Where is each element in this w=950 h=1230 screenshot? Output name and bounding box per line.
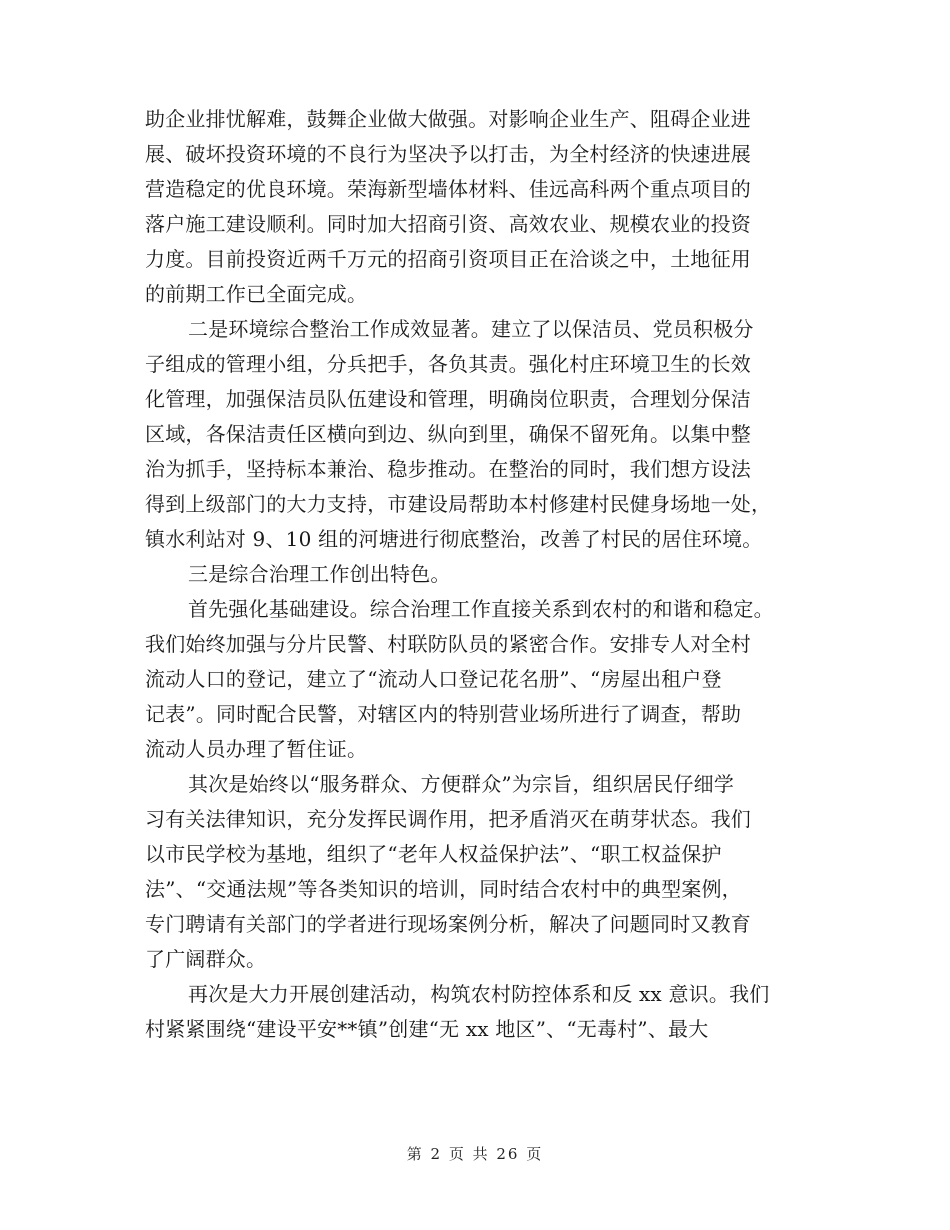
text-line: 流动人口的登记，建立了“流动人口登记花名册”、“房屋出租户登 [145,667,722,691]
text-line: 二是环境综合整治工作成效显著。建立了以保洁员、党员积极分 [188,317,754,341]
page-footer: 第 2 页 共 26 页 [406,1145,544,1163]
text-line: 区域，各保洁责任区横向到边、纵向到里，确保不留死角。以集中整 [145,422,751,446]
paragraph [145,312,811,557]
text-line: 再次是大力开展创建活动，构筑农村防控体系和反 xx 意识。我们 [188,982,770,1006]
text-line: 化管理，加强保洁员队伍建设和管理，明确岗位职责，合理划分保洁 [145,387,751,411]
text-line: 记表”。同时配合民警，对辖区内的特别营业场所进行了调查，帮助 [145,702,742,726]
text-line: 的前期工作已全面完成。 [145,282,368,306]
text-line: 镇水利站对 9、10 组的河塘进行彻底整治，改善了村民的居住环境。 [145,527,763,551]
text-line: 子组成的管理小组，分兵把手，各负其责。强化村庄环境卫生的长效 [145,352,751,376]
text-line: 营造稳定的优良环境。荣海新型墙体材料、佳远高科两个重点项目的 [145,177,751,201]
text-line: 首先强化基础建设。综合治理工作直接关系到农村的和谐和稳定。 [188,597,774,621]
text-line: 了广阔群众。 [145,947,267,971]
text-line: 法”、“交通法规”等各类知识的培训，同时结合农村中的典型案例， [145,877,742,901]
text-line: 其次是始终以“服务群众、方便群众”为宗旨，组织居民仔细学 [188,772,735,796]
paragraph [145,557,811,592]
text-line: 落户施工建设顺利。同时加大招商引资、高效农业、规模农业的投资 [145,212,751,236]
paragraph [145,592,811,767]
text-line: 三是综合治理工作创出特色。 [188,562,451,586]
text-line: 我们始终加强与分片民警、村联防队员的紧密合作。安排专人对全村 [145,632,751,656]
text-line: 展、破坏投资环境的不良行为坚决予以打击，为全村经济的快速进展 [145,142,751,166]
text-line: 力度。目前投资近两千万元的招商引资项目正在洽谈之中，土地征用 [145,247,751,271]
text-line: 治为抓手，坚持标本兼治、稳步推动。在整治的同时，我们想方设法 [145,457,751,481]
text-line: 以市民学校为基地，组织了“老年人权益保护法”、“职工权益保护 [145,842,722,866]
paragraph [145,977,811,1047]
text-line: 助企业排忧解难，鼓舞企业做大做强。对影响企业生产、阻碍企业进 [145,107,751,131]
paragraph [145,767,811,977]
text-line: 得到上级部门的大力支持，市建设局帮助本村修建村民健身场地一处， [145,492,772,516]
text-line: 习有关法律知识，充分发挥民调作用，把矛盾消灭在萌芽状态。我们 [145,807,751,831]
document-body [145,102,811,1047]
text-line: 专门聘请有关部门的学者进行现场案例分析，解决了问题同时又教育 [145,912,751,936]
paragraph [145,102,811,312]
text-line: 村紧紧围绕“建设平安**镇”创建“无 xx 地区”、“无毒村”、最大 [145,1017,709,1041]
text-line: 流动人员办理了暂住证。 [145,737,368,761]
